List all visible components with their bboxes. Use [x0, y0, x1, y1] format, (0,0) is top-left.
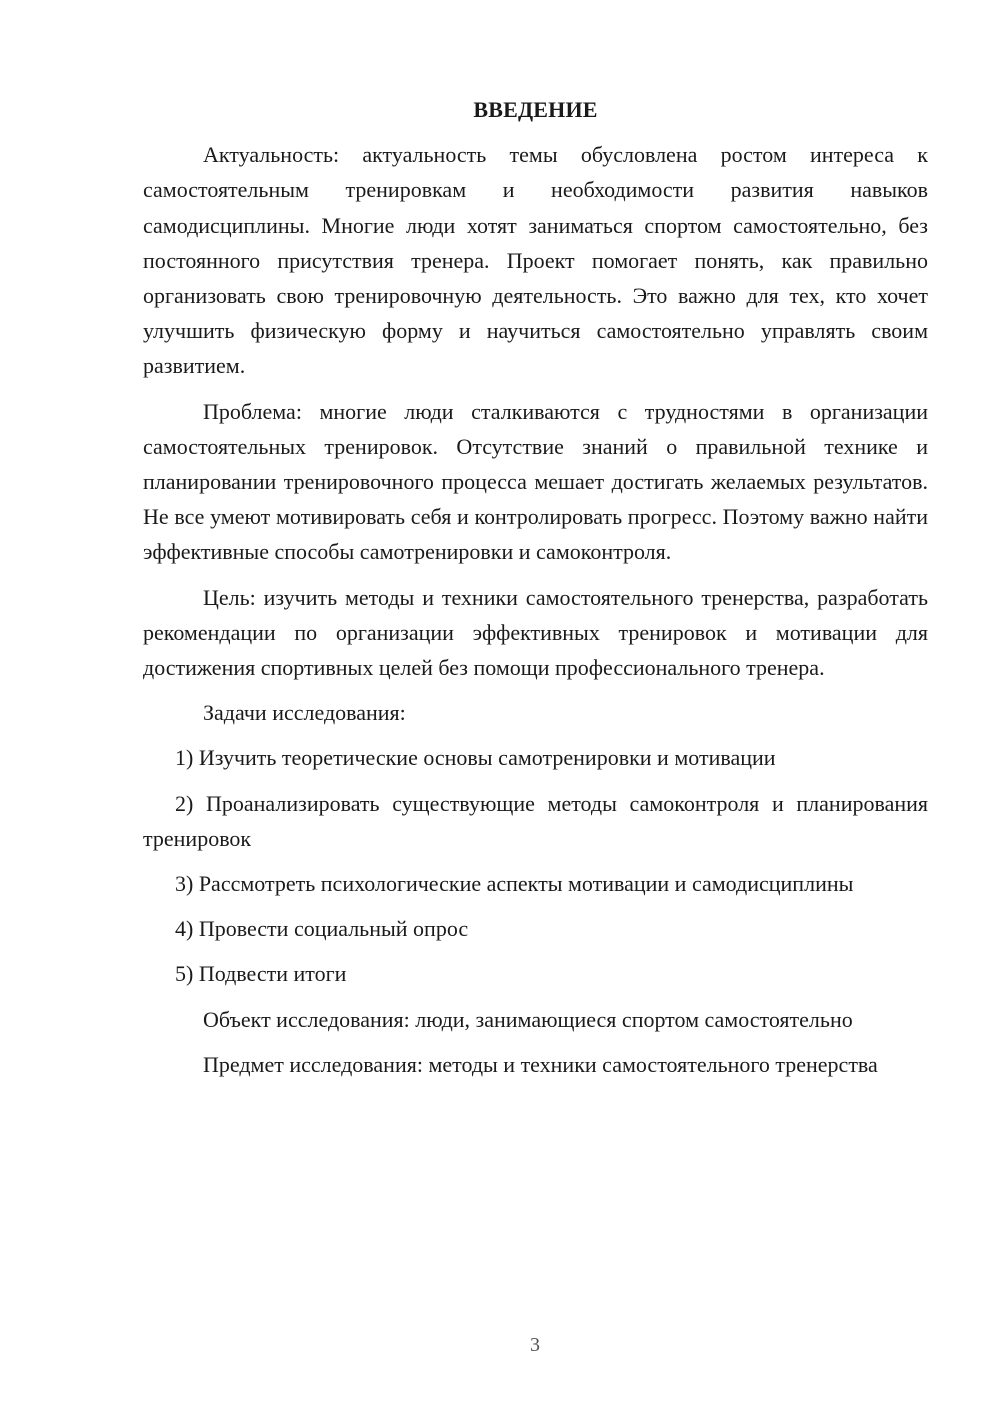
page-content [143, 92, 928, 1092]
page-number: 3 [530, 1334, 540, 1356]
task-item-3: 3) Рассмотреть психологические аспекты мотивации и самодисциплины [175, 871, 854, 897]
task-item-4: 4) Провести социальный опрос [175, 916, 469, 942]
problem-paragraph: Проблема: многие люди сталкиваются с трудностями в организации самостоятельных тренировок. Отсутствие знаний о правильной технике и планировании тренировочного процесса мешает достигать желаемых результатов. Не все умеют мотивировать себя и контролировать прогресс. Поэтому важно найти эффективные способы самотренировки и самоконтроля. [143, 398, 928, 565]
section-title: ВВЕДЕНИЕ [473, 97, 598, 122]
research-object-paragraph: Объект исследования: люди, занимающиеся спортом самостоятельно [203, 1006, 853, 1032]
tasks-heading: Задачи исследования: [203, 700, 406, 726]
goal-paragraph: Цель: изучить методы и техники самостоятельного тренерства, разработать рекомендации по организации эффективных тренировок и мотивации для достижения спортивных целей без помощи профессионального тренера. [143, 584, 928, 681]
task-item-2: 2) Проанализировать существующие методы самоконтроля и планирования тренировок [143, 790, 928, 851]
task-item-1: 1) Изучить теоретические основы самотренировки и мотивации [175, 745, 776, 771]
task-item-5: 5) Подвести итоги [175, 961, 347, 987]
relevance-paragraph: Актуальность: актуальность темы обусловлена ростом интереса к самостоятельным тренировкам и необходимости развития навыков самодисциплины. Многие люди хотят заниматься спортом самостоятельно, без постоянного присутствия тренера. Проект помогает понять, как правильно организовать свою тренировочную деятельность. Это важно для тех, кто хочет улучшить физическую форму и научиться самостоятельно управлять своим развитием. [143, 142, 928, 379]
research-subject-paragraph: Предмет исследования: методы и техники самостоятельного тренерства [203, 1051, 878, 1077]
